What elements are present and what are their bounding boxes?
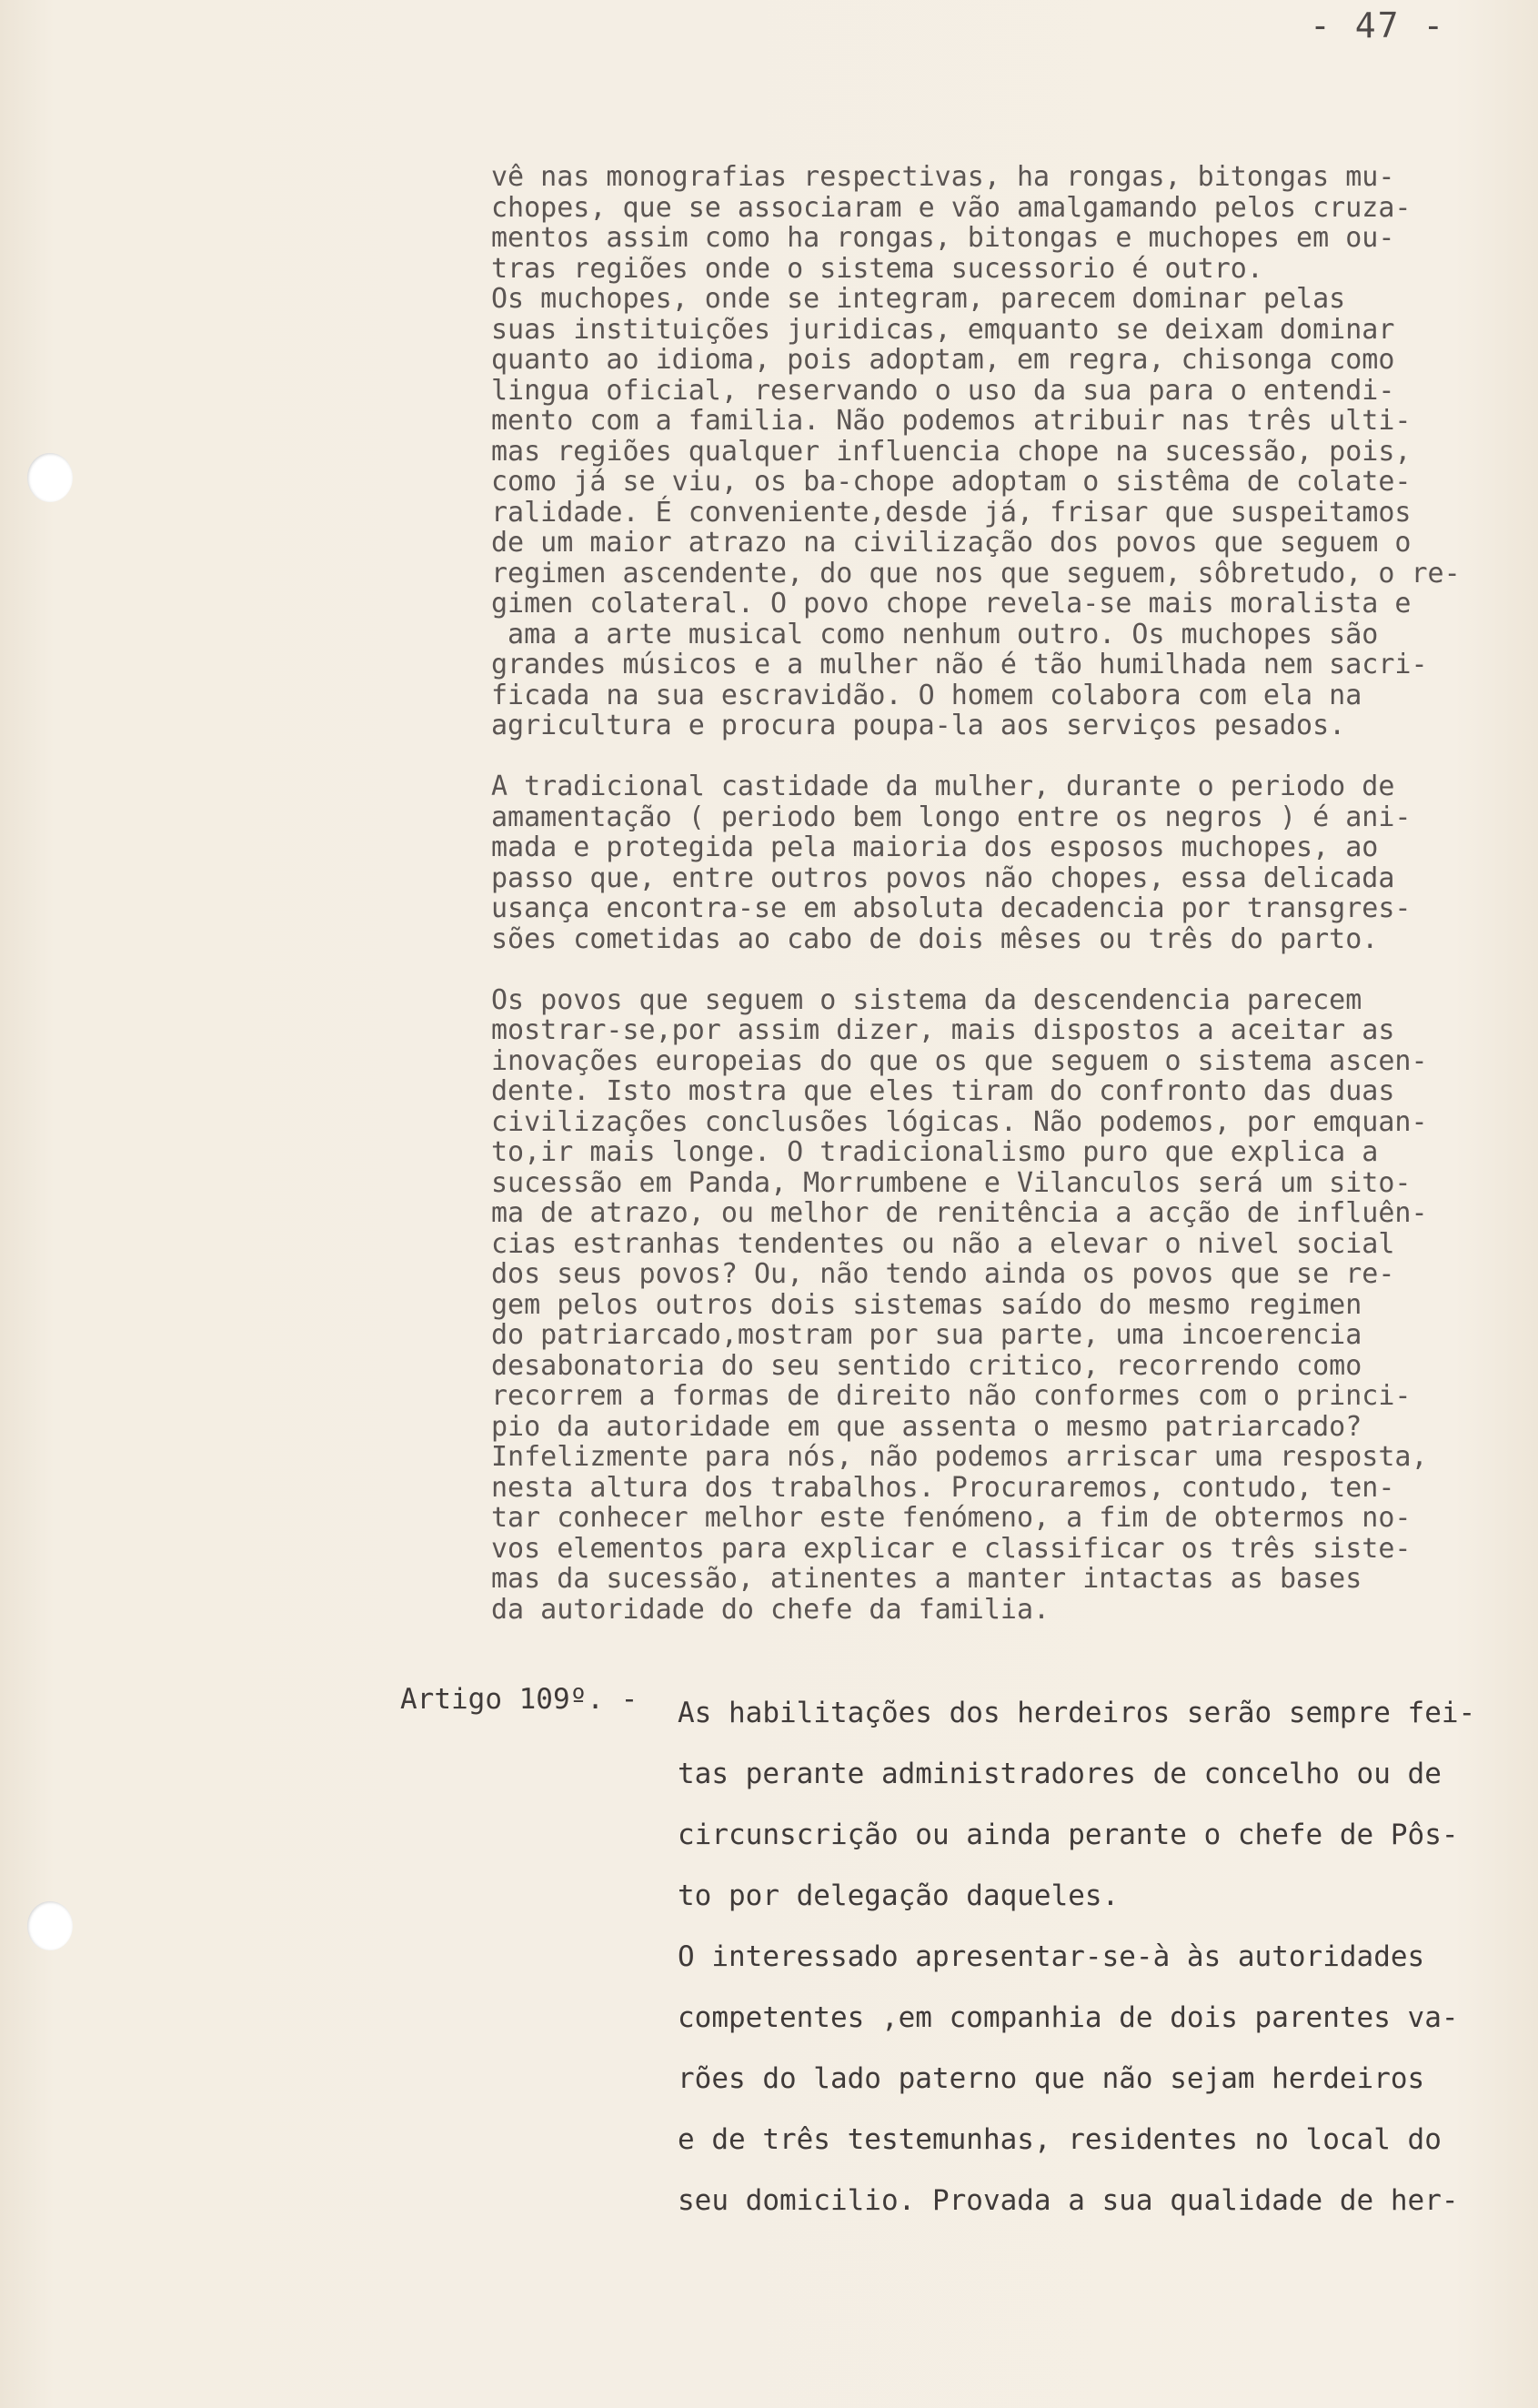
text-line: vê nas monografias respectivas, ha rongas, bitongas mu- (491, 161, 1395, 193)
article-line: competentes ,em companhia de dois parentes va- (678, 2001, 1459, 2034)
text-line: mentos assim como ha rongas, bitongas e muchopes em ou- (491, 222, 1395, 254)
text-line: quanto ao idioma, pois adoptam, em regra, chisonga como (491, 344, 1395, 376)
paragraph-gap (491, 954, 1519, 985)
text-line: tras regiões onde o sistema sucessorio é outro. (491, 252, 1263, 285)
text-line: mostrar-se,por assim dizer, mais dispostos a aceitar as (491, 1014, 1395, 1046)
article-line: e de três testemunhas, residentes no local do (678, 2123, 1442, 2156)
article-line: to por delegação daqueles. (678, 1879, 1120, 1912)
page-number: - 47 - (1310, 5, 1446, 45)
article-line: O interessado apresentar-se-à às autoridades (678, 1940, 1425, 1973)
text-line: suas instituições juridicas, emquanto se deixam dominar (491, 313, 1395, 346)
text-line: ralidade. É conveniente,desde já, frisar que suspeitamos (491, 496, 1412, 529)
text-line: agricultura e procura poupa-la aos serviços pesados. (491, 710, 1346, 741)
text-line: mada e protegida pela maioria dos esposos muchopes, ao (491, 831, 1379, 863)
text-line: inovações europeias do que os que seguem o sistema ascen- (491, 1044, 1428, 1077)
text-line: Os muchopes, onde se integram, parecem dominar pelas (491, 283, 1346, 315)
body-text (491, 162, 1519, 1625)
text-line: sões cometidas ao cabo de dois mêses ou três do parto. (491, 922, 1379, 955)
text-line: mas da sucessão, atinentes a manter intactas as bases (491, 1563, 1362, 1595)
text-line: da autoridade do chefe da familia. (491, 1593, 1050, 1626)
article-body (678, 1683, 1523, 2232)
text-line: chopes, que se associaram e vão amalgamando pelos cruza- (491, 191, 1412, 224)
text-line: regimen ascendente, do que nos que seguem, sôbretudo, o re- (491, 557, 1461, 589)
text-line: mento com a familia. Não podemos atribuir nas três ulti- (491, 405, 1412, 437)
text-line: civilizações conclusões lógicas. Não podemos, por emquan- (491, 1105, 1428, 1138)
punch-hole (27, 1901, 73, 1950)
article-line: circunscrição ou ainda perante o chefe de Pôs- (678, 1819, 1459, 1851)
text-line: gimen colateral. O povo chope revela-se mais moralista e (491, 588, 1412, 620)
text-line: ama a arte musical como nenhum outro. Os muchopes são (491, 618, 1379, 650)
text-line: ma de atrazo, ou melhor de renitência a acção de influên- (491, 1197, 1428, 1229)
text-line: dente. Isto mostra que eles tiram do confronto das duas (491, 1075, 1395, 1107)
text-line: ficada na sua escravidão. O homem colabora com ela na (491, 679, 1362, 711)
text-line: recorrem a formas de direito não conformes com o princi- (491, 1380, 1412, 1412)
text-line: usança encontra-se em absoluta decadencia por transgres- (491, 892, 1412, 924)
text-line: sucessão em Panda, Morrumbene e Vilanculos será um sito- (491, 1166, 1412, 1199)
text-line: como já se viu, os ba-chope adoptam o sistêma de colate- (491, 466, 1412, 498)
text-line: tar conhecer melhor este fenómeno, a fim de obtermos no- (491, 1502, 1412, 1534)
text-line: pio da autoridade em que assenta o mesmo patriarcado? (491, 1410, 1362, 1443)
text-line: lingua oficial, reservando o uso da sua para o entendi- (491, 374, 1395, 407)
article-line: rões do lado paterno que não sejam herdeiros (678, 2062, 1425, 2095)
text-line: desabonatoria do seu sentido critico, recorrendo como (491, 1349, 1362, 1382)
text-line: gem pelos outros dois sistemas saído do mesmo regimen (491, 1288, 1362, 1321)
text-line: nesta altura dos trabalhos. Procuraremos, contudo, ten- (491, 1471, 1395, 1504)
text-line: Infelizmente para nós, não podemos arriscar uma resposta, (491, 1441, 1428, 1473)
text-line: grandes músicos e a mulher não é tão humilhada nem sacri- (491, 649, 1428, 680)
article-line: seu domicilio. Provada a sua qualidade de her- (678, 2184, 1459, 2217)
text-line: passo que, entre outros povos não chopes, essa delicada (491, 861, 1395, 894)
punch-hole (27, 453, 73, 502)
text-line: A tradicional castidade da mulher, durante o periodo de (491, 771, 1395, 802)
text-line: cias estranhas tendentes ou não a elevar o nivel social (491, 1227, 1395, 1260)
text-line: dos seus povos? Ou, não tendo ainda os povos que se re- (491, 1258, 1395, 1290)
paragraph-gap (491, 741, 1519, 772)
text-line: do patriarcado,mostram por sua parte, uma incoerencia (491, 1319, 1362, 1351)
text-line: to,ir mais longe. O tradicionalismo puro que explica a (491, 1136, 1379, 1168)
article-line: As habilitações dos herdeiros serão sempre fei- (678, 1697, 1476, 1729)
text-line: mas regiões qualquer influencia chope na sucessão, pois, (491, 435, 1412, 468)
text-line: vos elementos para explicar e classificar os três siste- (491, 1532, 1412, 1565)
article-label: Artigo 109º. - (400, 1683, 638, 1716)
text-line: de um maior atrazo na civilização dos povos que seguem o (491, 527, 1412, 559)
article-line: tas perante administradores de concelho ou de (678, 1758, 1442, 1790)
text-line: Os povos que seguem o sistema da descendencia parecem (491, 983, 1362, 1016)
text-line: amamentação ( periodo bem longo entre os negros ) é ani- (491, 801, 1412, 833)
